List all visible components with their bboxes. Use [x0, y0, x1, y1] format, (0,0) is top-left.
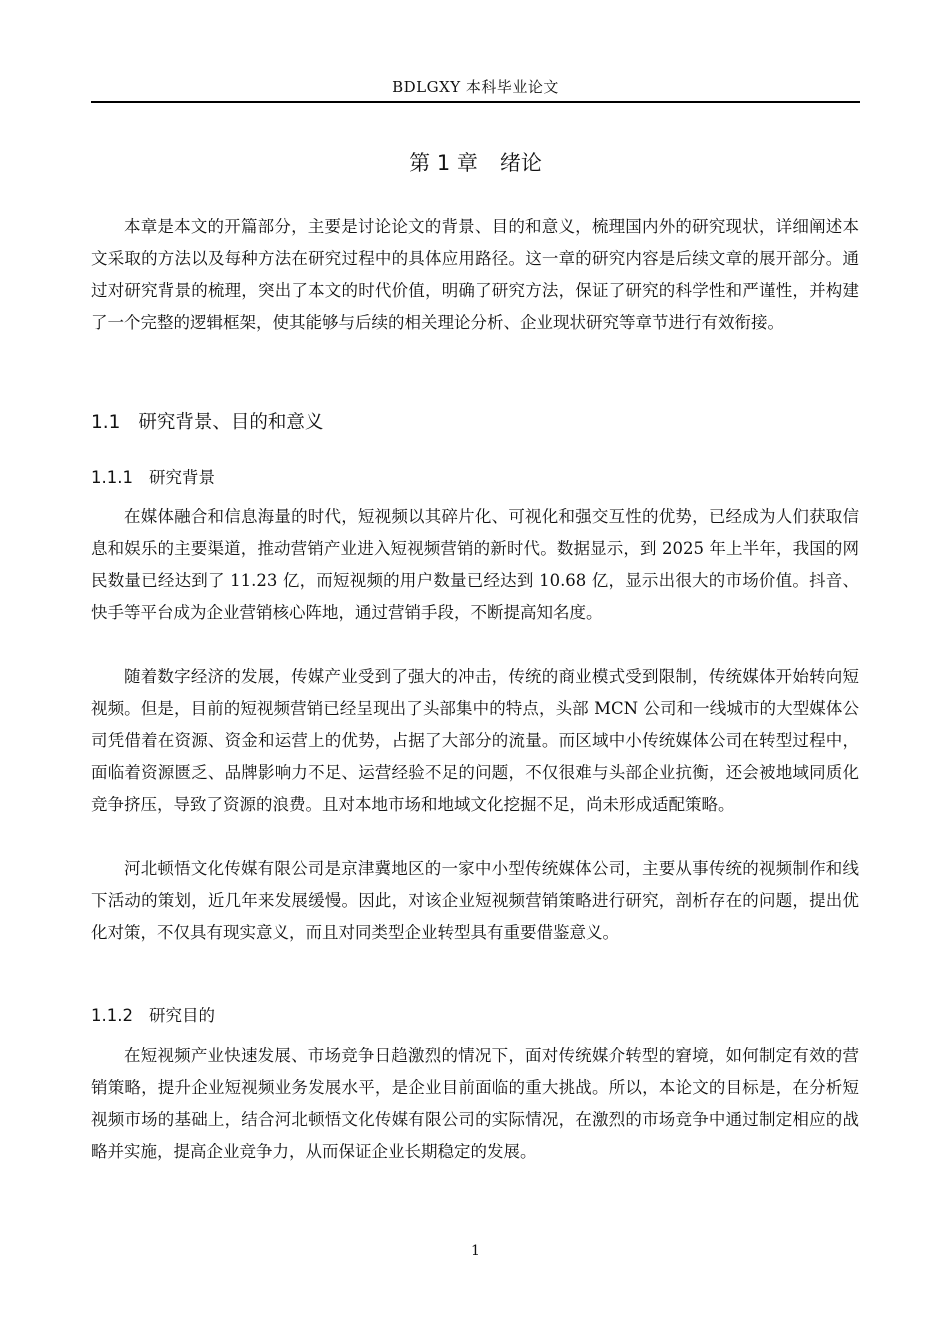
body-paragraph: 在媒体融合和信息海量的时代，短视频以其碎片化、可视化和强交互性的优势，已经成为人们获取信息和娱乐的主要渠道，推动营销产业进入短视频营销的新时代。数据显示，到 2025 年上半年，我国的网民数量已经达到了 11.23 亿，而短视频的用户数量已经达到 10.68 亿，显示出很大的市场价值。抖音、快手等平台成为企业营销核心阵地，通过营销手段，不断提高知名度。 [91, 507, 859, 622]
chapter-number: 第 1 章 [409, 151, 478, 175]
chapter-name: 绪论 [499, 151, 542, 175]
running-header: BDLGXY 本科毕业论文 [392, 78, 559, 96]
section-title: 研究背景 [148, 468, 215, 487]
chapter-title [91, 147, 860, 177]
section-number: 1.1.1 [91, 468, 133, 487]
section-number: 1.1 [91, 412, 121, 433]
section-number: 1.1.2 [91, 1006, 133, 1025]
section-title: 研究背景、目的和意义 [138, 412, 324, 433]
page-number: 1 [471, 1243, 480, 1259]
body-paragraph: 在短视频产业快速发展、市场竞争日趋激烈的情况下，面对传统媒介转型的窘境，如何制定有效的营销策略，提升企业短视频业务发展水平，是企业目前面临的重大挑战。所以，本论文的目标是，在分析短视频市场的基础上，结合河北顿悟文化传媒有限公司的实际情况，在激烈的市场竞争中通过制定相应的战略并实施，提高企业竞争力，从而保证企业长期稳定的发展。 [91, 1046, 859, 1161]
header-rule [91, 101, 860, 103]
section-title: 研究目的 [148, 1006, 215, 1025]
section-heading-1-1 [91, 408, 323, 434]
intro-paragraph: 本章是本文的开篇部分，主要是讨论论文的背景、目的和意义，梳理国内外的研究现状，详细阐述本文采取的方法以及每种方法在研究过程中的具体应用路径。这一章的研究内容是后续文章的展开部分。通过对研究背景的梳理，突出了本文的时代价值，明确了研究方法，保证了研究的科学性和严谨性，并构建了一个完整的逻辑框架，使其能够与后续的相关理论分析、企业现状研究等章节进行有效衔接。 [91, 217, 859, 332]
section-heading-1-1-1 [91, 464, 215, 488]
body-paragraph: 河北顿悟文化传媒有限公司是京津冀地区的一家中小型传统媒体公司，主要从事传统的视频制作和线下活动的策划，近几年来发展缓慢。因此，对该企业短视频营销策略进行研究，剖析存在的问题，提出优化对策，不仅具有现实意义，而且对同类型企业转型具有重要借鉴意义。 [91, 859, 859, 942]
section-heading-1-1-2 [91, 1002, 215, 1026]
body-paragraph: 随着数字经济的发展，传媒产业受到了强大的冲击，传统的商业模式受到限制，传统媒体开始转向短视频。但是，目前的短视频营销已经呈现出了头部集中的特点，头部 MCN 公司和一线城市的大型媒体公司凭借着在资源、资金和运营上的优势，占据了大部分的流量。而区域中小传统媒体公司在转型过程中，面临着资源匮乏、品牌影响力不足、运营经验不足的问题，不仅很难与头部企业抗衡，还会被地域同质化竞争挤压，导致了资源的浪费。且对本地市场和地域文化挖掘不足，尚未形成适配策略。 [91, 667, 859, 814]
